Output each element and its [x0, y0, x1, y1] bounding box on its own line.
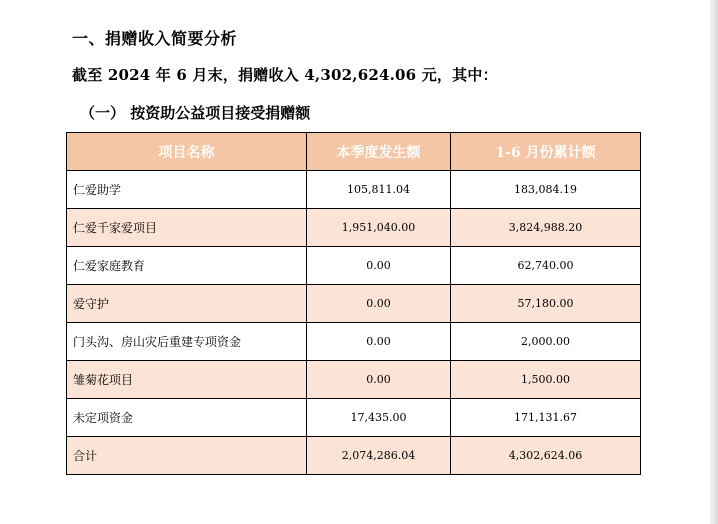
quarter-amount-cell: 105,811.04: [307, 171, 451, 209]
table-row: [67, 285, 641, 323]
project-name-cell: 仁爱家庭教育: [67, 247, 307, 285]
project-name-cell: 爱守护: [67, 285, 307, 323]
cumulative-amount-cell: 3,824,988.20: [451, 209, 641, 247]
scrollbar-gutter: [710, 0, 718, 524]
project-name-cell: 雏菊花项目: [67, 361, 307, 399]
quarter-amount-cell: 1,951,040.00: [307, 209, 451, 247]
subsection-heading: （一） 按资助公益项目接受捐赠额: [80, 104, 311, 122]
header-cumulative-amount: 1-6 月份累计额: [451, 133, 641, 171]
table-total-row: [67, 437, 641, 475]
table-row: [67, 361, 641, 399]
project-name-cell: 仁爱助学: [67, 171, 307, 209]
cumulative-amount-cell: 62,740.00: [451, 247, 641, 285]
quarter-amount-cell: 0.00: [307, 285, 451, 323]
cumulative-amount-cell: 183,084.19: [451, 171, 641, 209]
summary-line: 截至 2024 年 6 月末，捐赠收入 4,302,624.06 元，其中：: [72, 66, 498, 84]
quarter-amount-cell: 0.00: [307, 361, 451, 399]
cumulative-amount-cell: 57,180.00: [451, 285, 641, 323]
cumulative-amount-cell: 1,500.00: [451, 361, 641, 399]
cumulative-amount-cell: 2,000.00: [451, 323, 641, 361]
table-header-row: [67, 133, 641, 171]
cumulative-amount-cell: 171,131.67: [451, 399, 641, 437]
total-label-cell: 合计: [67, 437, 307, 475]
quarter-amount-cell: 0.00: [307, 247, 451, 285]
header-quarter-amount: 本季度发生额: [307, 133, 451, 171]
table-row: [67, 209, 641, 247]
project-name-cell: 未定项资金: [67, 399, 307, 437]
table-row: [67, 247, 641, 285]
total-cumulative-amount-cell: 4,302,624.06: [451, 437, 641, 475]
table-row: [67, 171, 641, 209]
donation-table: [66, 132, 641, 475]
project-name-cell: 门头沟、房山灾后重建专项资金: [67, 323, 307, 361]
quarter-amount-cell: 17,435.00: [307, 399, 451, 437]
total-quarter-amount-cell: 2,074,286.04: [307, 437, 451, 475]
table-row: [67, 323, 641, 361]
section-heading: 一、捐赠收入简要分析: [72, 29, 238, 48]
table-row: [67, 399, 641, 437]
header-project-name: 项目名称: [67, 133, 307, 171]
quarter-amount-cell: 0.00: [307, 323, 451, 361]
project-name-cell: 仁爱千家爱项目: [67, 209, 307, 247]
